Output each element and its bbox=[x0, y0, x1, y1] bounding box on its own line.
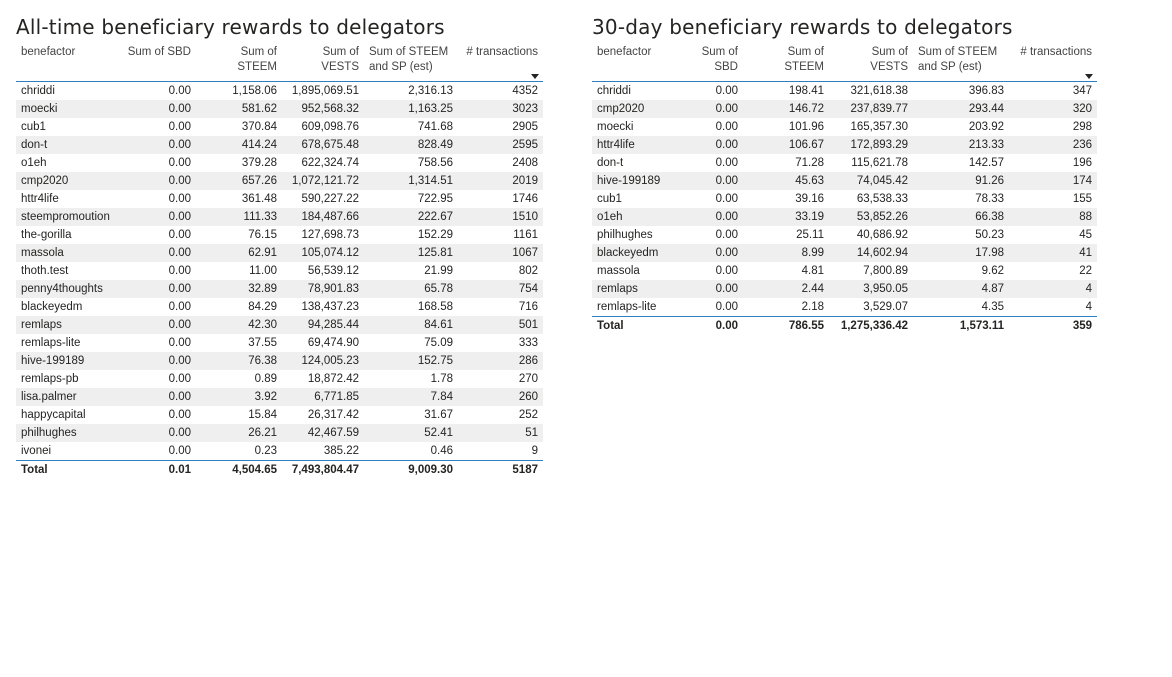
sbd-cell: 0.00 bbox=[670, 172, 743, 190]
steem-sp-cell: 125.81 bbox=[364, 244, 458, 262]
column-header-sum-steem-sp[interactable]: Sum of STEEM and SP (est) bbox=[369, 46, 449, 73]
transactions-cell: 88 bbox=[1009, 208, 1097, 226]
steem-cell: 2.44 bbox=[743, 280, 829, 298]
benefactor-cell: cub1 bbox=[16, 118, 121, 136]
transactions-cell: 1067 bbox=[458, 244, 543, 262]
sbd-cell: 0.00 bbox=[121, 208, 196, 226]
sbd-cell: 0.00 bbox=[121, 352, 196, 370]
steem-sp-cell: 4.35 bbox=[913, 298, 1009, 317]
column-header-benefactor[interactable]: benefactor bbox=[21, 46, 76, 58]
benefactor-cell: moecki bbox=[592, 118, 670, 136]
sbd-cell: 0.00 bbox=[121, 190, 196, 208]
benefactor-cell: hive-199189 bbox=[592, 172, 670, 190]
vests-cell: 237,839.77 bbox=[829, 100, 913, 118]
table-row[interactable] bbox=[592, 172, 1097, 190]
transactions-cell: 9 bbox=[458, 442, 543, 461]
benefactor-cell: philhughes bbox=[16, 424, 121, 442]
sbd-cell: 0.00 bbox=[670, 82, 743, 101]
table-row[interactable] bbox=[16, 154, 543, 172]
transactions-cell: 333 bbox=[458, 334, 543, 352]
table-row[interactable] bbox=[16, 442, 543, 461]
table-header-row bbox=[16, 41, 543, 82]
benefactor-cell: massola bbox=[16, 244, 121, 262]
column-header-transactions-label: # transactions bbox=[1020, 46, 1092, 58]
transactions-cell: 1161 bbox=[458, 226, 543, 244]
table-row[interactable] bbox=[16, 424, 543, 442]
transactions-cell: 286 bbox=[458, 352, 543, 370]
total-row bbox=[592, 317, 1097, 336]
steem-sp-cell: 168.58 bbox=[364, 298, 458, 316]
steem-sp-cell: 213.33 bbox=[913, 136, 1009, 154]
steem-cell: 62.91 bbox=[196, 244, 282, 262]
transactions-cell: 4 bbox=[1009, 280, 1097, 298]
vests-cell: 1,895,069.51 bbox=[282, 82, 364, 101]
all-time-rewards-table bbox=[16, 41, 543, 479]
transactions-cell: 347 bbox=[1009, 82, 1097, 101]
transactions-cell: 320 bbox=[1009, 100, 1097, 118]
vests-cell: 678,675.48 bbox=[282, 136, 364, 154]
total-vests: 7,493,804.47 bbox=[282, 461, 364, 480]
steem-cell: 2.18 bbox=[743, 298, 829, 317]
transactions-cell: 3023 bbox=[458, 100, 543, 118]
steem-sp-cell: 222.67 bbox=[364, 208, 458, 226]
benefactor-cell: blackeyedm bbox=[16, 298, 121, 316]
table-row[interactable] bbox=[592, 118, 1097, 136]
sbd-cell: 0.00 bbox=[670, 100, 743, 118]
steem-sp-cell: 142.57 bbox=[913, 154, 1009, 172]
benefactor-cell: don-t bbox=[592, 154, 670, 172]
vests-cell: 3,950.05 bbox=[829, 280, 913, 298]
steem-sp-cell: 50.23 bbox=[913, 226, 1009, 244]
transactions-cell: 155 bbox=[1009, 190, 1097, 208]
sbd-cell: 0.00 bbox=[121, 82, 196, 101]
steem-sp-cell: 722.95 bbox=[364, 190, 458, 208]
benefactor-cell: penny4thoughts bbox=[16, 280, 121, 298]
benefactor-cell: thoth.test bbox=[16, 262, 121, 280]
steem-cell: 37.55 bbox=[196, 334, 282, 352]
benefactor-cell: massola bbox=[592, 262, 670, 280]
column-header-sum-sbd[interactable]: Sum of SBD bbox=[127, 46, 191, 58]
steem-sp-cell: 0.46 bbox=[364, 442, 458, 461]
benefactor-cell: hive-199189 bbox=[16, 352, 121, 370]
vests-cell: 26,317.42 bbox=[282, 406, 364, 424]
steem-cell: 361.48 bbox=[196, 190, 282, 208]
steem-sp-cell: 21.99 bbox=[364, 262, 458, 280]
steem-sp-cell: 65.78 bbox=[364, 280, 458, 298]
column-header-transactions-label: # transactions bbox=[466, 46, 538, 58]
vests-cell: 138,437.23 bbox=[282, 298, 364, 316]
table-row[interactable] bbox=[16, 406, 543, 424]
sbd-cell: 0.00 bbox=[121, 370, 196, 388]
vests-cell: 124,005.23 bbox=[282, 352, 364, 370]
column-header-sum-vests[interactable]: Sum of VESTS bbox=[870, 46, 908, 73]
table-row[interactable] bbox=[16, 370, 543, 388]
steem-cell: 76.38 bbox=[196, 352, 282, 370]
sbd-cell: 0.00 bbox=[121, 118, 196, 136]
steem-sp-cell: 31.67 bbox=[364, 406, 458, 424]
sbd-cell: 0.00 bbox=[121, 388, 196, 406]
sbd-cell: 0.00 bbox=[121, 280, 196, 298]
vests-cell: 165,357.30 bbox=[829, 118, 913, 136]
steem-sp-cell: 758.56 bbox=[364, 154, 458, 172]
vests-cell: 105,074.12 bbox=[282, 244, 364, 262]
steem-cell: 15.84 bbox=[196, 406, 282, 424]
sbd-cell: 0.00 bbox=[121, 262, 196, 280]
table-row[interactable] bbox=[592, 190, 1097, 208]
steem-cell: 42.30 bbox=[196, 316, 282, 334]
vests-cell: 7,800.89 bbox=[829, 262, 913, 280]
transactions-cell: 4352 bbox=[458, 82, 543, 101]
benefactor-cell: the-gorilla bbox=[16, 226, 121, 244]
table-row[interactable] bbox=[592, 298, 1097, 317]
steem-sp-cell: 84.61 bbox=[364, 316, 458, 334]
steem-sp-cell: 828.49 bbox=[364, 136, 458, 154]
column-header-transactions[interactable] bbox=[1009, 41, 1097, 82]
sbd-cell: 0.00 bbox=[121, 172, 196, 190]
steem-cell: 45.63 bbox=[743, 172, 829, 190]
table-row[interactable] bbox=[592, 280, 1097, 298]
sbd-cell: 0.00 bbox=[670, 190, 743, 208]
total-steem-sp: 9,009.30 bbox=[364, 461, 458, 480]
benefactor-cell: remlaps bbox=[16, 316, 121, 334]
total-label: Total bbox=[16, 461, 121, 480]
total-transactions: 359 bbox=[1009, 317, 1097, 336]
transactions-cell: 22 bbox=[1009, 262, 1097, 280]
total-steem: 786.55 bbox=[743, 317, 829, 336]
table-row[interactable] bbox=[16, 100, 543, 118]
sort-descending-icon[interactable] bbox=[531, 74, 539, 79]
steem-sp-cell: 152.75 bbox=[364, 352, 458, 370]
steem-cell: 32.89 bbox=[196, 280, 282, 298]
transactions-cell: 45 bbox=[1009, 226, 1097, 244]
benefactor-cell: remlaps-pb bbox=[16, 370, 121, 388]
transactions-cell: 501 bbox=[458, 316, 543, 334]
benefactor-cell: chriddi bbox=[16, 82, 121, 101]
sbd-cell: 0.00 bbox=[121, 298, 196, 316]
steem-cell: 0.89 bbox=[196, 370, 282, 388]
steem-cell: 146.72 bbox=[743, 100, 829, 118]
total-sbd: 0.00 bbox=[670, 317, 743, 336]
steem-sp-cell: 396.83 bbox=[913, 82, 1009, 101]
steem-cell: 71.28 bbox=[743, 154, 829, 172]
sbd-cell: 0.00 bbox=[121, 424, 196, 442]
steem-cell: 0.23 bbox=[196, 442, 282, 461]
steem-sp-cell: 1.78 bbox=[364, 370, 458, 388]
vests-cell: 590,227.22 bbox=[282, 190, 364, 208]
sbd-cell: 0.00 bbox=[121, 136, 196, 154]
transactions-cell: 716 bbox=[458, 298, 543, 316]
steem-cell: 11.00 bbox=[196, 262, 282, 280]
steem-cell: 25.11 bbox=[743, 226, 829, 244]
steem-cell: 657.26 bbox=[196, 172, 282, 190]
column-header-sum-sbd[interactable]: Sum of SBD bbox=[701, 46, 738, 73]
table-row[interactable] bbox=[16, 280, 543, 298]
vests-cell: 1,072,121.72 bbox=[282, 172, 364, 190]
benefactor-cell: moecki bbox=[16, 100, 121, 118]
sbd-cell: 0.00 bbox=[670, 280, 743, 298]
benefactor-cell: blackeyedm bbox=[592, 244, 670, 262]
transactions-cell: 260 bbox=[458, 388, 543, 406]
benefactor-cell: philhughes bbox=[592, 226, 670, 244]
steem-cell: 1,158.06 bbox=[196, 82, 282, 101]
steem-sp-cell: 9.62 bbox=[913, 262, 1009, 280]
steem-cell: 3.92 bbox=[196, 388, 282, 406]
steem-cell: 379.28 bbox=[196, 154, 282, 172]
sbd-cell: 0.00 bbox=[121, 442, 196, 461]
column-header-sum-steem-sp[interactable]: Sum of STEEM and SP (est) bbox=[918, 46, 998, 73]
vests-cell: 321,618.38 bbox=[829, 82, 913, 101]
benefactor-cell: httr4life bbox=[592, 136, 670, 154]
transactions-cell: 51 bbox=[458, 424, 543, 442]
sort-descending-icon[interactable] bbox=[1085, 74, 1093, 79]
benefactor-cell: happycapital bbox=[16, 406, 121, 424]
steem-sp-cell: 741.68 bbox=[364, 118, 458, 136]
sbd-cell: 0.00 bbox=[670, 208, 743, 226]
vests-cell: 94,285.44 bbox=[282, 316, 364, 334]
benefactor-cell: remlaps bbox=[592, 280, 670, 298]
table-row[interactable] bbox=[592, 136, 1097, 154]
vests-cell: 53,852.26 bbox=[829, 208, 913, 226]
steem-cell: 106.67 bbox=[743, 136, 829, 154]
steem-sp-cell: 1,314.51 bbox=[364, 172, 458, 190]
steem-cell: 33.19 bbox=[743, 208, 829, 226]
steem-cell: 111.33 bbox=[196, 208, 282, 226]
total-vests: 1,275,336.42 bbox=[829, 317, 913, 336]
steem-sp-cell: 66.38 bbox=[913, 208, 1009, 226]
vests-cell: 63,538.33 bbox=[829, 190, 913, 208]
table-row[interactable] bbox=[16, 262, 543, 280]
sbd-cell: 0.00 bbox=[670, 118, 743, 136]
table-row[interactable] bbox=[16, 226, 543, 244]
transactions-cell: 196 bbox=[1009, 154, 1097, 172]
steem-sp-cell: 1,163.25 bbox=[364, 100, 458, 118]
vests-cell: 184,487.66 bbox=[282, 208, 364, 226]
sbd-cell: 0.00 bbox=[121, 100, 196, 118]
table-row[interactable] bbox=[16, 136, 543, 154]
transactions-cell: 2905 bbox=[458, 118, 543, 136]
table-row[interactable] bbox=[16, 388, 543, 406]
column-header-sum-vests[interactable]: Sum of VESTS bbox=[321, 46, 359, 73]
sbd-cell: 0.00 bbox=[121, 226, 196, 244]
transactions-cell: 298 bbox=[1009, 118, 1097, 136]
table-header-row bbox=[592, 41, 1097, 82]
sbd-cell: 0.00 bbox=[670, 244, 743, 262]
table-row[interactable] bbox=[592, 100, 1097, 118]
vests-cell: 622,324.74 bbox=[282, 154, 364, 172]
vests-cell: 172,893.29 bbox=[829, 136, 913, 154]
table-row[interactable] bbox=[592, 244, 1097, 262]
all-time-rewards-panel bbox=[16, 0, 543, 479]
steem-sp-cell: 152.29 bbox=[364, 226, 458, 244]
steem-sp-cell: 78.33 bbox=[913, 190, 1009, 208]
transactions-cell: 270 bbox=[458, 370, 543, 388]
steem-sp-cell: 17.98 bbox=[913, 244, 1009, 262]
vests-cell: 952,568.32 bbox=[282, 100, 364, 118]
sbd-cell: 0.00 bbox=[121, 154, 196, 172]
transactions-cell: 1746 bbox=[458, 190, 543, 208]
table-row[interactable] bbox=[16, 190, 543, 208]
column-header-sum-steem[interactable]: Sum of STEEM bbox=[784, 46, 824, 73]
table-row[interactable] bbox=[16, 298, 543, 316]
transactions-cell: 754 bbox=[458, 280, 543, 298]
table-row[interactable] bbox=[16, 82, 543, 101]
sbd-cell: 0.00 bbox=[670, 226, 743, 244]
transactions-cell: 4 bbox=[1009, 298, 1097, 317]
steem-cell: 4.81 bbox=[743, 262, 829, 280]
steem-sp-cell: 293.44 bbox=[913, 100, 1009, 118]
vests-cell: 69,474.90 bbox=[282, 334, 364, 352]
steem-cell: 26.21 bbox=[196, 424, 282, 442]
total-row bbox=[16, 461, 543, 480]
table-row[interactable] bbox=[16, 352, 543, 370]
benefactor-cell: don-t bbox=[16, 136, 121, 154]
transactions-cell: 2019 bbox=[458, 172, 543, 190]
benefactor-cell: lisa.palmer bbox=[16, 388, 121, 406]
table-row[interactable] bbox=[592, 208, 1097, 226]
vests-cell: 127,698.73 bbox=[282, 226, 364, 244]
table-row[interactable] bbox=[592, 262, 1097, 280]
column-header-transactions[interactable] bbox=[458, 41, 543, 82]
steem-cell: 39.16 bbox=[743, 190, 829, 208]
steem-sp-cell: 7.84 bbox=[364, 388, 458, 406]
vests-cell: 3,529.07 bbox=[829, 298, 913, 317]
sbd-cell: 0.00 bbox=[121, 406, 196, 424]
table-row[interactable] bbox=[16, 118, 543, 136]
steem-sp-cell: 52.41 bbox=[364, 424, 458, 442]
table-row[interactable] bbox=[16, 244, 543, 262]
vests-cell: 78,901.83 bbox=[282, 280, 364, 298]
table-row[interactable] bbox=[16, 208, 543, 226]
benefactor-cell: chriddi bbox=[592, 82, 670, 101]
vests-cell: 42,467.59 bbox=[282, 424, 364, 442]
thirty-day-rewards-panel bbox=[592, 0, 1097, 335]
total-label: Total bbox=[592, 317, 670, 336]
thirty-day-title: 30-day beneficiary rewards to delegators bbox=[592, 15, 1013, 39]
steem-cell: 76.15 bbox=[196, 226, 282, 244]
total-steem-sp: 1,573.11 bbox=[913, 317, 1009, 336]
sbd-cell: 0.00 bbox=[121, 244, 196, 262]
vests-cell: 56,539.12 bbox=[282, 262, 364, 280]
vests-cell: 14,602.94 bbox=[829, 244, 913, 262]
table-row[interactable] bbox=[592, 226, 1097, 244]
transactions-cell: 174 bbox=[1009, 172, 1097, 190]
transactions-cell: 802 bbox=[458, 262, 543, 280]
table-row[interactable] bbox=[592, 82, 1097, 101]
steem-sp-cell: 203.92 bbox=[913, 118, 1009, 136]
sbd-cell: 0.00 bbox=[121, 334, 196, 352]
steem-cell: 370.84 bbox=[196, 118, 282, 136]
steem-cell: 414.24 bbox=[196, 136, 282, 154]
column-header-sum-steem[interactable]: Sum of STEEM bbox=[237, 46, 277, 73]
benefactor-cell: httr4life bbox=[16, 190, 121, 208]
steem-sp-cell: 2,316.13 bbox=[364, 82, 458, 101]
transactions-cell: 1510 bbox=[458, 208, 543, 226]
sbd-cell: 0.00 bbox=[670, 262, 743, 280]
steem-cell: 84.29 bbox=[196, 298, 282, 316]
all-time-title: All-time beneficiary rewards to delegators bbox=[16, 15, 445, 39]
table-row[interactable] bbox=[16, 334, 543, 352]
sbd-cell: 0.00 bbox=[670, 154, 743, 172]
sbd-cell: 0.00 bbox=[670, 298, 743, 317]
benefactor-cell: remlaps-lite bbox=[16, 334, 121, 352]
sbd-cell: 0.00 bbox=[121, 316, 196, 334]
benefactor-cell: cmp2020 bbox=[16, 172, 121, 190]
benefactor-cell: ivonei bbox=[16, 442, 121, 461]
table-row[interactable] bbox=[16, 316, 543, 334]
thirty-day-rewards-table bbox=[592, 41, 1097, 335]
vests-cell: 385.22 bbox=[282, 442, 364, 461]
transactions-cell: 236 bbox=[1009, 136, 1097, 154]
vests-cell: 115,621.78 bbox=[829, 154, 913, 172]
benefactor-cell: remlaps-lite bbox=[592, 298, 670, 317]
benefactor-cell: cub1 bbox=[592, 190, 670, 208]
vests-cell: 609,098.76 bbox=[282, 118, 364, 136]
transactions-cell: 2595 bbox=[458, 136, 543, 154]
steem-cell: 8.99 bbox=[743, 244, 829, 262]
benefactor-cell: cmp2020 bbox=[592, 100, 670, 118]
vests-cell: 74,045.42 bbox=[829, 172, 913, 190]
table-row[interactable] bbox=[592, 154, 1097, 172]
transactions-cell: 41 bbox=[1009, 244, 1097, 262]
total-steem: 4,504.65 bbox=[196, 461, 282, 480]
steem-sp-cell: 75.09 bbox=[364, 334, 458, 352]
table-row[interactable] bbox=[16, 172, 543, 190]
sbd-cell: 0.00 bbox=[670, 136, 743, 154]
vests-cell: 6,771.85 bbox=[282, 388, 364, 406]
steem-sp-cell: 4.87 bbox=[913, 280, 1009, 298]
steem-cell: 581.62 bbox=[196, 100, 282, 118]
transactions-cell: 2408 bbox=[458, 154, 543, 172]
vests-cell: 18,872.42 bbox=[282, 370, 364, 388]
transactions-cell: 252 bbox=[458, 406, 543, 424]
benefactor-cell: steempromoution bbox=[16, 208, 121, 226]
steem-cell: 101.96 bbox=[743, 118, 829, 136]
benefactor-cell: o1eh bbox=[592, 208, 670, 226]
total-transactions: 5187 bbox=[458, 461, 543, 480]
steem-cell: 198.41 bbox=[743, 82, 829, 101]
vests-cell: 40,686.92 bbox=[829, 226, 913, 244]
benefactor-cell: o1eh bbox=[16, 154, 121, 172]
total-sbd: 0.01 bbox=[121, 461, 196, 480]
column-header-benefactor[interactable]: benefactor bbox=[597, 46, 652, 58]
steem-sp-cell: 91.26 bbox=[913, 172, 1009, 190]
